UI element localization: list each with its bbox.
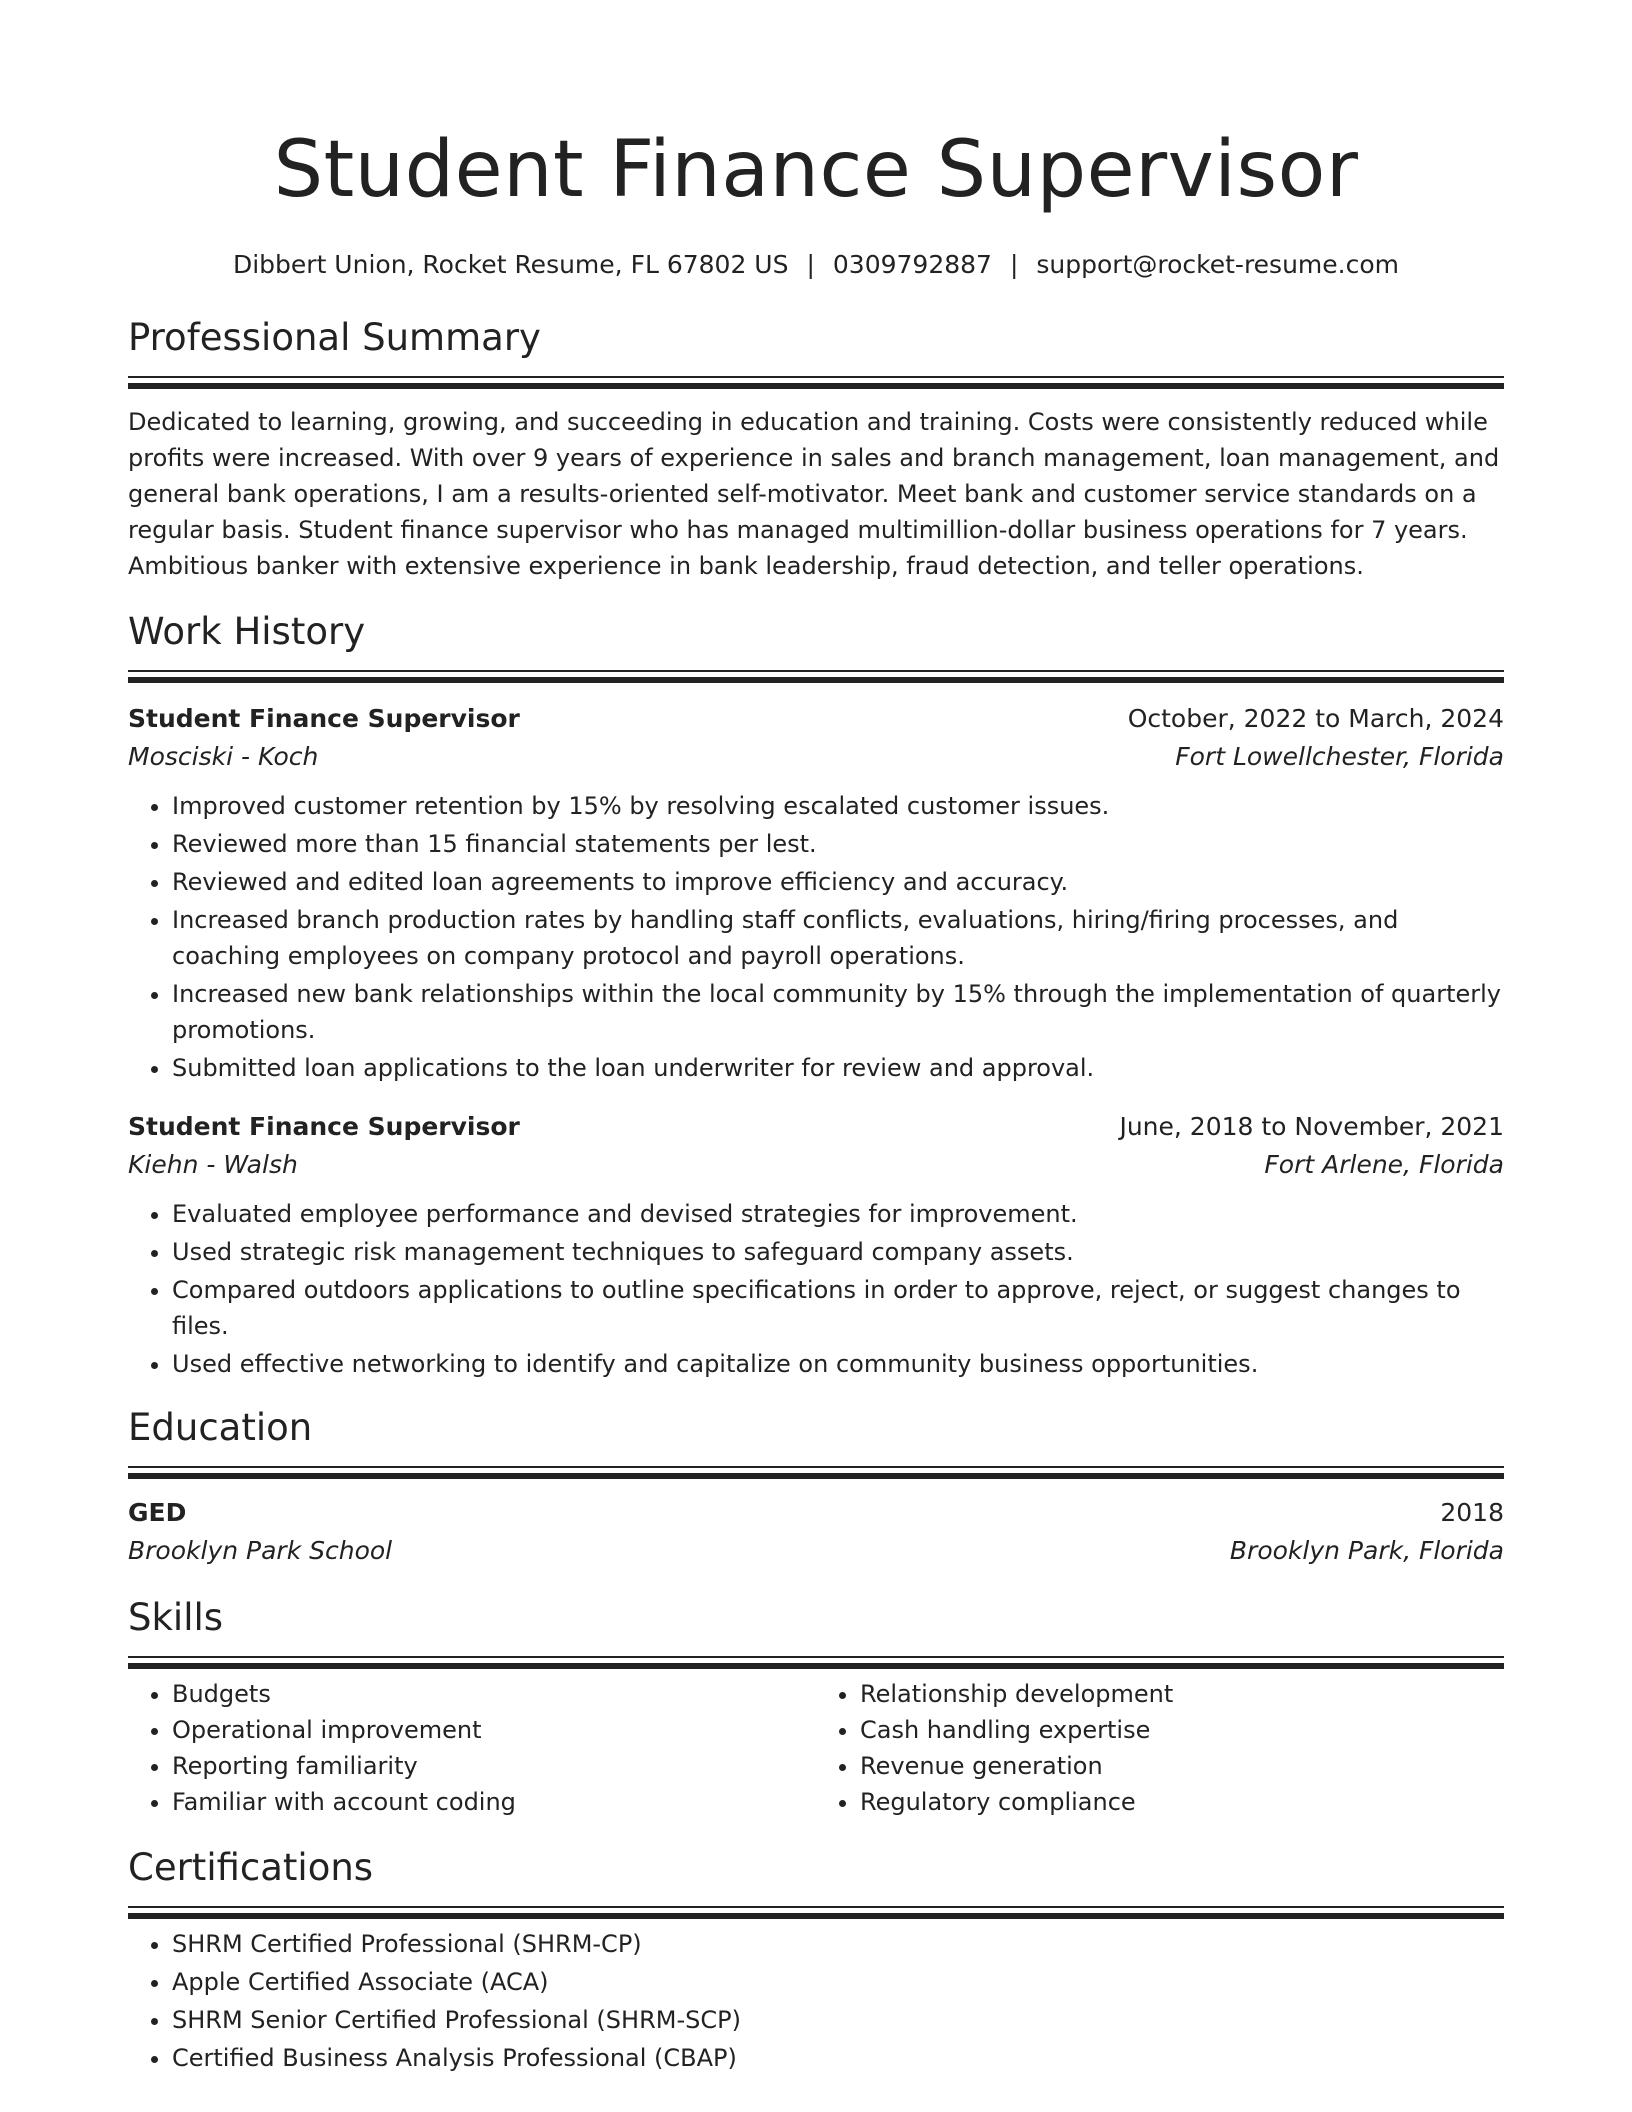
skill-item: • Regulatory compliance <box>860 1784 1504 1820</box>
section-title-skills: Skills <box>128 1596 224 1639</box>
education-header-row <box>128 1494 1504 1532</box>
job-company: Kiehn - Walsh <box>128 1150 298 1179</box>
job-bullet: • Evaluated employee performance and devised strategies for improvement. <box>172 1196 1504 1232</box>
work-history-section <box>128 606 1504 1382</box>
education-location: Brooklyn Park, Florida <box>1229 1536 1504 1565</box>
job-title: Student Finance Supervisor <box>128 1112 520 1141</box>
job-bullet: • Reviewed and edited loan agreements to improve efficiency and accuracy. <box>172 864 1504 900</box>
skill-item: • Operational improvement <box>172 1712 816 1748</box>
job-bullet: • Compared outdoors applications to outline specifications in order to approve, reject, or suggest changes to files. <box>172 1272 1504 1344</box>
skills-left-column <box>128 1676 816 1820</box>
job-entry <box>128 700 1504 1086</box>
contact-separator: | <box>806 250 815 279</box>
certification-item: • Apple Certified Associate (ACA) <box>172 1964 1504 2000</box>
job-bullet: • Improved customer retention by 15% by resolving escalated customer issues. <box>172 788 1504 824</box>
contact-address: Dibbert Union, Rocket Resume, FL 67802 US <box>232 250 789 279</box>
section-title-certifications: Certifications <box>128 1846 374 1889</box>
job-bullet: • Increased new bank relationships within the local community by 15% through the implementation of quarterly promotions. <box>172 976 1504 1048</box>
education-section <box>128 1402 1504 1570</box>
skill-item: • Reporting familiarity <box>172 1748 816 1784</box>
section-divider <box>128 1906 1504 1920</box>
contact-separator: | <box>1009 250 1019 279</box>
skills-right-column <box>816 1676 1504 1820</box>
job-bullet: • Reviewed more than 15 financial statements per lest. <box>172 826 1504 862</box>
summary-text: Dedicated to learning, growing, and succeeding in education and training. Costs were consistently reduced while profits were increased. With over 9 years of experience in sales and branch management, loan management, and general bank operations, I am a results-oriented self-motivator. Meet bank and customer service standards on a regular basis. Student finance supervisor who has managed multimillion-dollar business operations for 7 years. Ambitious banker with extensive experience in bank leadership, fraud detection, and teller operations. <box>128 408 1500 580</box>
job-location: Fort Lowellchester, Florida <box>1175 742 1504 771</box>
job-title: Student Finance Supervisor <box>128 704 520 733</box>
job-company: Mosciski - Koch <box>128 742 319 771</box>
contact-email[interactable]: support@rocket-resume.com <box>1036 250 1400 279</box>
candidate-name: Student Finance Supervisor <box>273 125 1359 215</box>
education-year: 2018 <box>1440 1498 1504 1527</box>
job-bullets <box>128 788 1504 1086</box>
job-subheader-row <box>128 738 1504 776</box>
summary-section <box>128 312 1504 584</box>
skill-item: • Budgets <box>172 1676 816 1712</box>
skill-item: • Cash handling expertise <box>860 1712 1504 1748</box>
section-title-work-history: Work History <box>128 610 366 653</box>
education-school: Brooklyn Park School <box>128 1536 393 1565</box>
certification-item: • Certified Business Analysis Professional (CBAP) <box>172 2040 1504 2076</box>
education-entry <box>128 1494 1504 1570</box>
job-subheader-row <box>128 1146 1504 1184</box>
job-dates: June, 2018 to November, 2021 <box>1119 1112 1504 1141</box>
job-bullet: • Submitted loan applications to the loan underwriter for review and approval. <box>172 1050 1504 1086</box>
job-header-row <box>128 1108 1504 1146</box>
skills-section <box>128 1592 1504 1820</box>
education-subheader-row <box>128 1532 1504 1570</box>
certifications-section <box>128 1842 1504 2076</box>
job-bullet: • Used effective networking to identify and capitalize on community business opportunities. <box>172 1346 1504 1382</box>
certification-item: • SHRM Senior Certified Professional (SHRM-SCP) <box>172 2002 1504 2038</box>
certifications-list <box>128 1926 1504 2076</box>
job-dates: October, 2022 to March, 2024 <box>1127 704 1504 733</box>
section-title-education: Education <box>128 1406 313 1449</box>
section-divider <box>128 376 1504 390</box>
job-entry <box>128 1108 1504 1382</box>
section-divider <box>128 1656 1504 1670</box>
contact-line <box>128 248 1504 282</box>
contact-phone[interactable]: 0309792887 <box>832 250 992 279</box>
skill-item: • Familiar with account coding <box>172 1784 816 1820</box>
job-bullet: • Increased branch production rates by handling staff conflicts, evaluations, hiring/firing processes, and coaching employees on company protocol and payroll operations. <box>172 902 1504 974</box>
certification-item: • SHRM Certified Professional (SHRM-CP) <box>172 1926 1504 1962</box>
section-title-summary: Professional Summary <box>128 316 541 359</box>
job-header-row <box>128 700 1504 738</box>
section-divider <box>128 670 1504 684</box>
job-bullets <box>128 1196 1504 1382</box>
skill-item: • Relationship development <box>860 1676 1504 1712</box>
education-degree: GED <box>128 1498 187 1527</box>
skills-columns <box>128 1676 1504 1820</box>
section-divider <box>128 1466 1504 1480</box>
job-location: Fort Arlene, Florida <box>1264 1150 1504 1179</box>
job-bullet: • Used strategic risk management techniques to safeguard company assets. <box>172 1234 1504 1270</box>
skill-item: • Revenue generation <box>860 1748 1504 1784</box>
